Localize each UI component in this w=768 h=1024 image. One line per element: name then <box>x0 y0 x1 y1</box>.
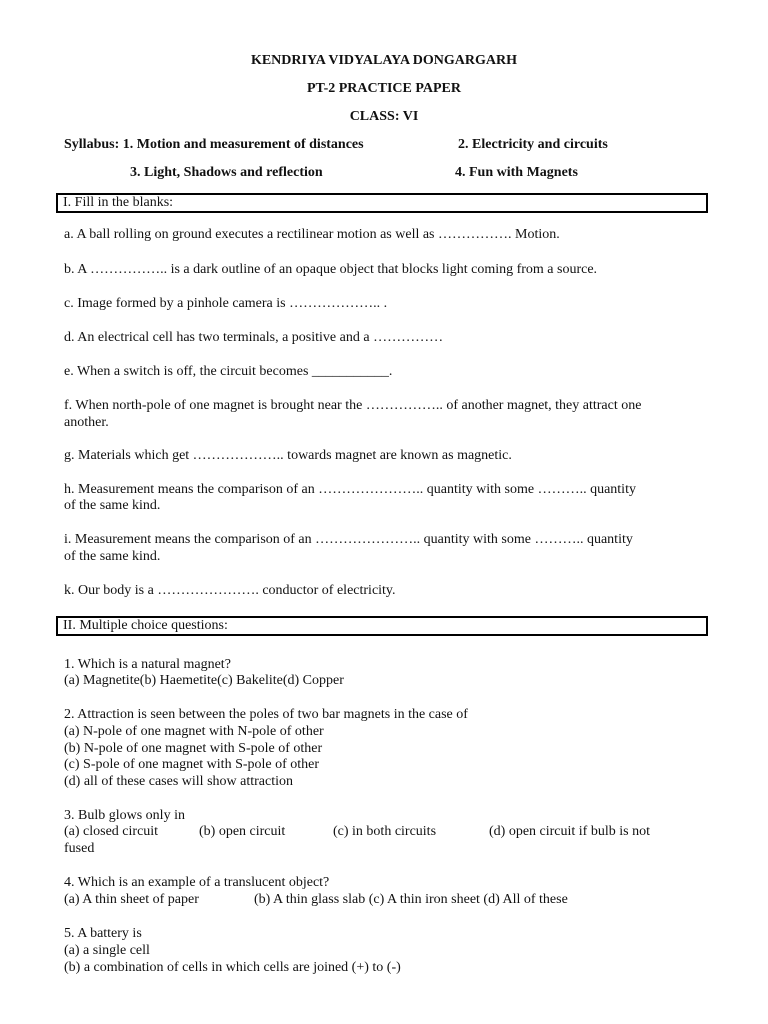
mcq-3-option-b: (b) open circuit <box>199 824 286 839</box>
syllabus-item-2: 2. Electricity and circuits <box>458 137 608 152</box>
question-e-text: e. When a switch is off, the circuit becomes <box>64 364 312 379</box>
mcq-2-option-d: (d) all of these cases will show attraction <box>64 774 293 789</box>
question-f-line2: another. <box>64 415 109 430</box>
school-name: KENDRIYA VIDYALAYA DONGARGARH <box>250 53 518 68</box>
mcq-5-option-b: (b) a combination of cells in which cells are joined (+) to (-) <box>64 960 401 975</box>
mcq-3-question: 3. Bulb glows only in <box>64 808 185 823</box>
mcq-3-option-c: (c) in both circuits <box>333 824 437 839</box>
question-c: c. Image formed by a pinhole camera is ……………….. . <box>64 296 388 311</box>
section-mcq-title: II. Multiple choice questions: <box>56 616 708 636</box>
mcq-5-option-a: (a) a single cell <box>64 943 150 958</box>
syllabus-item-4: 4. Fun with Magnets <box>455 165 578 180</box>
paper-title: PT-2 PRACTICE PAPER <box>306 81 461 96</box>
question-b: b. A …………….. is a dark outline of an opaque object that blocks light coming from a source. <box>64 262 598 277</box>
mcq-5-question: 5. A battery is <box>64 926 142 941</box>
section-fill-blanks-title: I. Fill in the blanks: <box>56 193 708 213</box>
question-e <box>64 363 392 380</box>
mcq-2-question: 2. Attraction is seen between the poles of two bar magnets in the case of <box>64 707 468 722</box>
mcq-2-option-b: (b) N-pole of one magnet with S-pole of other <box>64 741 323 756</box>
question-i-line1: i. Measurement means the comparison of an ………………….. quantity with some ……….. quantity <box>64 532 633 547</box>
question-g: g. Materials which get ……………….. towards magnet are known as magnetic. <box>64 448 512 463</box>
mcq-1-question: 1. Which is a natural magnet? <box>64 657 231 672</box>
question-h-line1: h. Measurement means the comparison of an ………………….. quantity with some ……….. quantity <box>64 482 636 497</box>
question-f-line1: f. When north-pole of one magnet is brought near the …………….. of another magnet, they attract one <box>64 398 642 413</box>
mcq-2-option-a: (a) N-pole of one magnet with N-pole of other <box>64 724 324 739</box>
syllabus-item-3: 3. Light, Shadows and reflection <box>130 165 323 180</box>
mcq-4-option-a: (a) A thin sheet of paper <box>64 892 199 907</box>
class-label: CLASS: VI <box>349 109 419 124</box>
question-k: k. Our body is a …………………. conductor of electricity. <box>64 583 396 598</box>
mcq-2-option-c: (c) S-pole of one magnet with S-pole of other <box>64 757 320 772</box>
question-e-blank: ___________ <box>311 364 389 379</box>
syllabus-item-1: Syllabus: 1. Motion and measurement of distances <box>64 137 364 152</box>
mcq-3-option-d-cont: fused <box>64 841 95 856</box>
mcq-3-option-a: (a) closed circuit <box>64 824 159 839</box>
mcq-4-options-bcd: (b) A thin glass slab (c) A thin iron sheet (d) All of these <box>254 892 568 907</box>
question-h-line2: of the same kind. <box>64 498 161 513</box>
mcq-1-options: (a) Magnetite(b) Haemetite(c) Bakelite(d) Copper <box>64 673 344 688</box>
mcq-3-option-d: (d) open circuit if bulb is not <box>489 824 650 839</box>
question-a: a. A ball rolling on ground executes a rectilinear motion as well as ……………. Motion. <box>64 227 560 242</box>
question-e-end: . <box>388 364 393 379</box>
question-i-line2: of the same kind. <box>64 549 161 564</box>
mcq-4-question: 4. Which is an example of a translucent object? <box>64 875 330 890</box>
question-d: d. An electrical cell has two terminals, a positive and a …………… <box>64 330 444 345</box>
